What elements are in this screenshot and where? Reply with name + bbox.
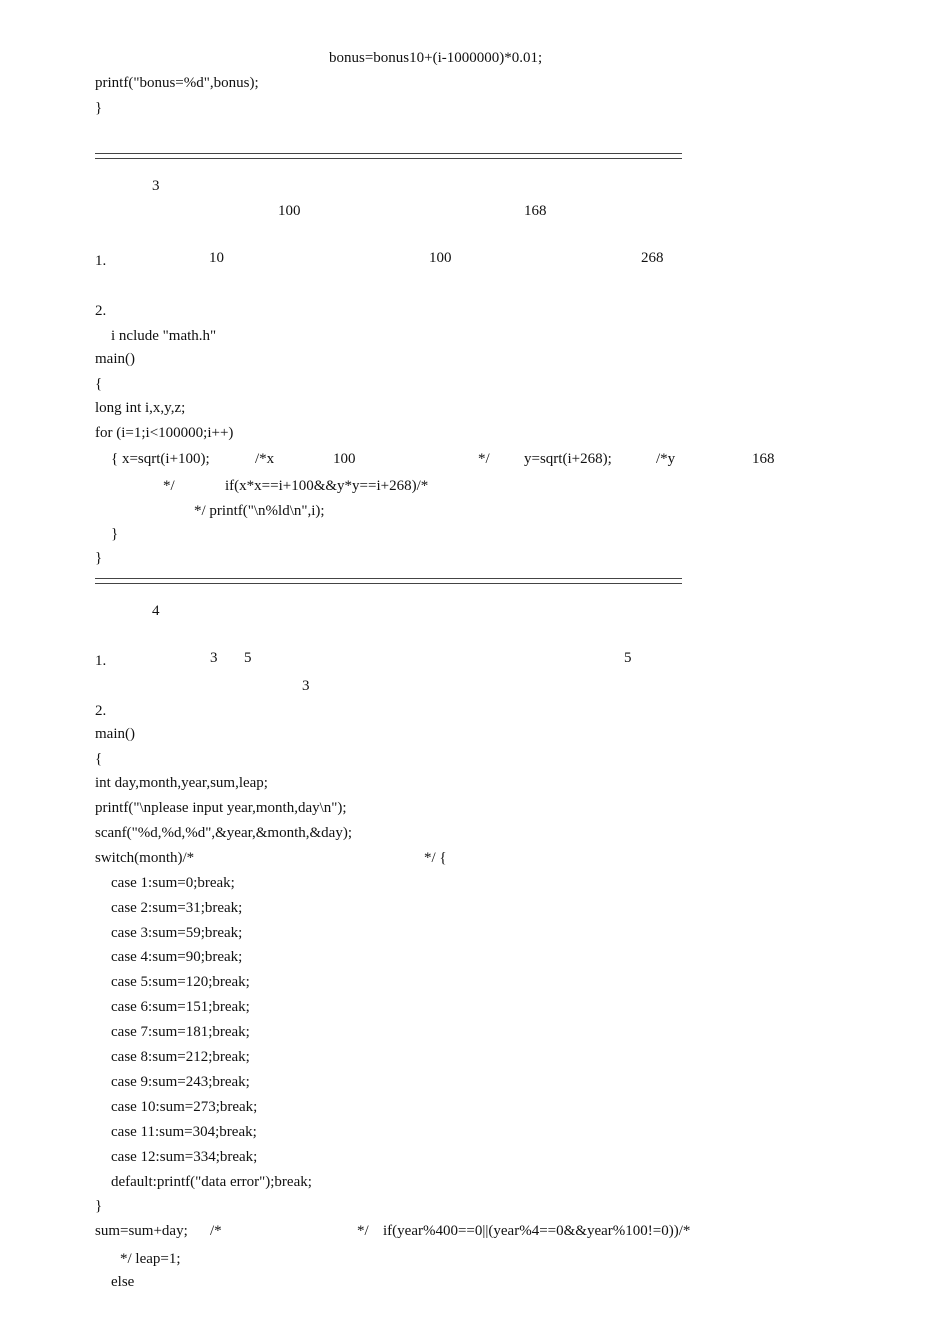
code-line: case 5:sum=120;break; <box>111 974 250 990</box>
code-fragment: if(x*x==i+100&&y*y==i+268)/* <box>225 478 429 494</box>
code-fragment: */ { <box>424 850 447 866</box>
text-fragment: 100 <box>429 250 452 266</box>
code-line: case 8:sum=212;break; <box>111 1049 250 1065</box>
code-line: for (i=1;i<100000;i++) <box>95 425 234 441</box>
list-marker: 1. <box>95 653 107 669</box>
code-line: */ printf("\n%ld\n",i); <box>194 503 325 519</box>
text-fragment: 5 <box>244 650 252 666</box>
code-line: main() <box>95 726 135 742</box>
code-line: { <box>95 751 103 767</box>
code-line: int day,month,year,sum,leap; <box>95 775 268 791</box>
code-fragment: { x=sqrt(i+100); <box>111 451 210 467</box>
text-fragment: 5 <box>624 650 632 666</box>
text-fragment: 3 <box>302 678 310 694</box>
code-line: main() <box>95 351 135 367</box>
code-line: case 9:sum=243;break; <box>111 1074 250 1090</box>
code-fragment: sum=sum+day; <box>95 1223 188 1239</box>
code-fragment: y=sqrt(i+268); <box>524 451 612 467</box>
code-line: } <box>95 100 103 116</box>
code-fragment: if(year%400==0||(year%4==0&&year%100!=0))/* <box>383 1223 691 1239</box>
code-line: case 7:sum=181;break; <box>111 1024 250 1040</box>
code-line: case 1:sum=0;break; <box>111 875 235 891</box>
code-fragment: /*y <box>656 451 676 467</box>
code-line: scanf("%d,%d,%d",&year,&month,&day); <box>95 825 352 841</box>
code-line: long int i,x,y,z; <box>95 400 186 416</box>
code-fragment: /*x <box>255 451 275 467</box>
section-number: 3 <box>152 178 160 194</box>
text-fragment: 100 <box>278 203 301 219</box>
text-fragment: 268 <box>641 250 664 266</box>
code-line: case 3:sum=59;break; <box>111 925 243 941</box>
code-fragment: 100 <box>333 451 356 467</box>
code-line: bonus=bonus10+(i-1000000)*0.01; <box>329 50 543 66</box>
code-line: printf("\nplease input year,month,day\n"); <box>95 800 347 816</box>
code-line: case 2:sum=31;break; <box>111 900 243 916</box>
code-line: default:printf("data error");break; <box>111 1174 312 1190</box>
code-line: case 10:sum=273;break; <box>111 1099 258 1115</box>
code-line: printf("bonus=%d",bonus); <box>95 75 259 91</box>
code-line: case 11:sum=304;break; <box>111 1124 257 1140</box>
section-number: 4 <box>152 603 160 619</box>
code-line: } <box>111 526 119 542</box>
separator-rule <box>95 153 682 159</box>
text-fragment: 168 <box>524 203 547 219</box>
code-fragment: */ <box>163 478 175 494</box>
code-fragment: /* <box>210 1223 222 1239</box>
list-marker: 2. <box>95 703 107 719</box>
text-fragment: 10 <box>209 250 224 266</box>
code-line: case 12:sum=334;break; <box>111 1149 258 1165</box>
text-fragment: 3 <box>210 650 218 666</box>
code-line: i nclude "math.h" <box>111 328 217 344</box>
code-line: { <box>95 376 103 392</box>
code-fragment: */ <box>357 1223 369 1239</box>
code-fragment: */ <box>478 451 490 467</box>
code-line: } <box>95 550 103 566</box>
code-line: } <box>95 1198 103 1214</box>
code-line: case 4:sum=90;break; <box>111 949 243 965</box>
code-line: else <box>111 1274 135 1290</box>
code-line: */ leap=1; <box>120 1251 181 1267</box>
list-marker: 1. <box>95 253 107 269</box>
code-line: case 6:sum=151;break; <box>111 999 250 1015</box>
list-marker: 2. <box>95 303 107 319</box>
separator-rule <box>95 578 682 584</box>
code-fragment: 168 <box>752 451 775 467</box>
code-fragment: switch(month)/* <box>95 850 195 866</box>
